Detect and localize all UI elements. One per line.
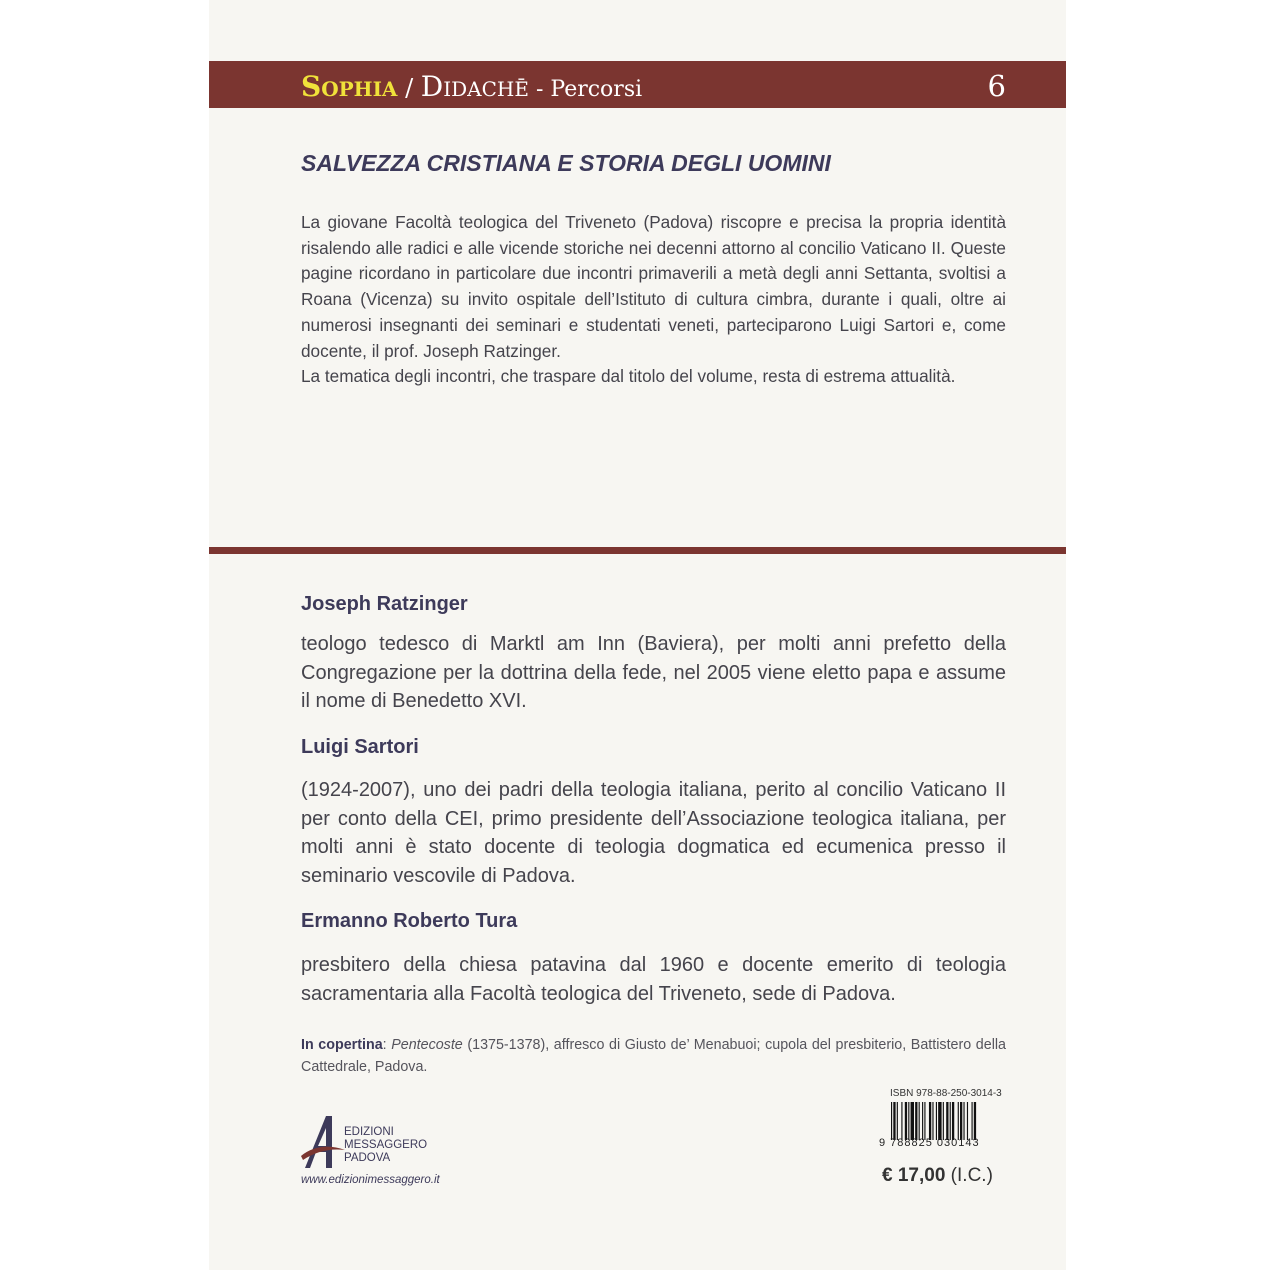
author-name-ratzinger: Joseph Ratzinger	[301, 593, 468, 615]
price-amount: € 17,00	[882, 1165, 946, 1186]
series-header-band	[209, 61, 1066, 108]
author-bio-ratzinger: teologo tedesco di Marktl am Inn (Baviera), per molti anni prefetto della Congregazione per la dottrina della fede, nel 2005 viene eletto papa e assume il nome di Benedetto XVI.	[301, 633, 1006, 712]
barcode-digits: 9 788825 030143	[879, 1137, 980, 1149]
isbn-label: ISBN 978-88-250-3014-3	[890, 1088, 1002, 1099]
price	[882, 1165, 993, 1187]
abstract-paragraph: La tematica degli incontri, che traspare dal titolo del volume, resta di estrema attualità.	[301, 366, 956, 387]
author-name-tura: Ermanno Roberto Tura	[301, 910, 518, 932]
barcode-icon	[890, 1102, 1007, 1140]
book-abstract	[301, 210, 1006, 390]
publisher-line: EDIZIONI	[344, 1126, 394, 1138]
series-percorsi: - Percorsi	[528, 77, 643, 102]
cover-credit-work: Pentecoste	[391, 1037, 463, 1053]
series-sophia: Sophia	[301, 70, 398, 103]
publisher-name	[344, 1126, 427, 1165]
author-bio-tura: presbitero della chiesa patavina dal 1960 e docente emerito di teologia sacramentaria alla Facoltà teologica del Triveneto, sede di Padova.	[301, 954, 1006, 1005]
abstract-paragraph: La giovane Facoltà teologica del Triveneto (Padova) riscopre e precisa la propria identità risalendo alle radici e alle vicende storiche nei decenni attorno al concilio Vaticano II. Queste pagine ricordano in particolare due incontri primaverili a metà degli anni Settanta, svoltisi a Roana (Vicenza) su invito ospitale dell’Istituto di cultura cimbra, durante i quali, oltre ai numerosi insegnanti dei seminari e studentati veneti, parteciparono Luigi Sartori e, come docente, il prof. Joseph Ratzinger.	[301, 212, 1006, 361]
author-name-sartori: Luigi Sartori	[301, 736, 419, 758]
price-note: (I.C.)	[945, 1165, 993, 1186]
series-separator: /	[397, 74, 421, 102]
series-number: 6	[987, 69, 1006, 103]
cover-credit-details: (1375-1378), affresco di Giusto de’ Menabuoi; cupola del presbiterio, Battistero della Cattedrale, Padova.	[301, 1037, 1006, 1075]
series-didache: Didachē	[420, 70, 529, 103]
series-title	[301, 70, 642, 103]
publisher-logo-icon	[299, 1112, 347, 1172]
cover-credit-colon: :	[382, 1037, 392, 1053]
section-divider	[209, 547, 1066, 554]
publisher-line: MESSAGGERO	[344, 1139, 428, 1151]
publisher-website: www.edizionimessaggero.it	[301, 1174, 440, 1186]
back-cover	[209, 0, 1066, 1270]
book-title: SALVEZZA CRISTIANA E STORIA DEGLI UOMINI	[301, 150, 831, 176]
cover-credit	[301, 1034, 1006, 1078]
publisher-line: PADOVA	[344, 1152, 391, 1164]
cover-credit-label: In copertina	[301, 1037, 383, 1053]
author-bio-sartori: (1924-2007), uno dei padri della teologia italiana, perito al concilio Vaticano II per conto della CEI, primo presidente dell’Associazione teologica italiana, per molti anni è stato docente di teologia dogmatica ed ecumenica presso il seminario vescovile di Padova.	[301, 779, 1006, 887]
